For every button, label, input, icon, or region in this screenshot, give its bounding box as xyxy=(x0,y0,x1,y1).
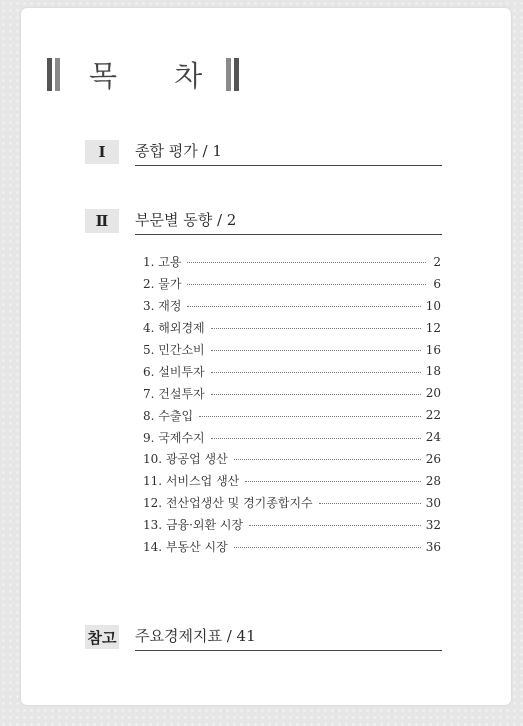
section-marker: Ⅰ xyxy=(85,140,119,164)
toc-page-number: 10 xyxy=(425,298,441,313)
toc-item[interactable] xyxy=(143,470,441,492)
toc-item-label: 6. 설비투자 xyxy=(143,364,205,379)
dot-leader xyxy=(211,328,421,329)
decor-bar xyxy=(47,58,52,91)
page-title xyxy=(47,51,242,97)
dot-leader xyxy=(234,547,421,548)
dot-leader xyxy=(245,481,420,482)
toc-item[interactable] xyxy=(143,273,441,295)
toc-page-number: 18 xyxy=(425,364,441,379)
toc-item[interactable] xyxy=(143,360,441,382)
toc-page-number: 20 xyxy=(425,386,441,401)
decor-bar xyxy=(55,58,60,91)
section-title: 주요경제지표 / 41 xyxy=(135,624,442,651)
toc-item-label: 7. 건설투자 xyxy=(143,386,205,401)
dot-leader xyxy=(199,416,421,417)
toc-item[interactable] xyxy=(143,404,441,426)
dot-leader xyxy=(187,306,420,307)
toc-page-number: 24 xyxy=(425,430,441,445)
section-2-heading[interactable] xyxy=(85,208,442,234)
toc-item-label: 11. 서비스업 생산 xyxy=(143,474,240,489)
toc-page-number: 2 xyxy=(433,254,441,269)
toc-page-number: 28 xyxy=(425,473,441,488)
toc-page-number: 22 xyxy=(425,408,441,423)
title-right-bars xyxy=(226,58,242,91)
toc-item-label: 14. 부동산 시장 xyxy=(143,540,228,555)
toc-page-number: 30 xyxy=(425,495,441,510)
dot-leader xyxy=(211,350,421,351)
section-1-heading[interactable] xyxy=(85,139,442,165)
title-left-bars xyxy=(47,58,63,91)
dot-leader xyxy=(211,438,421,439)
toc-item-label: 12. 전산업생산 및 경기종합지수 xyxy=(143,496,313,511)
section-title: 종합 평가 / 1 xyxy=(135,139,442,166)
section-title: 부문별 동향 / 2 xyxy=(135,208,442,235)
dot-leader xyxy=(187,262,426,263)
toc-item[interactable] xyxy=(143,339,441,361)
dot-leader xyxy=(249,525,421,526)
toc-item[interactable] xyxy=(143,426,441,448)
toc-item[interactable] xyxy=(143,382,441,404)
toc-page-number: 36 xyxy=(425,539,441,554)
toc-item[interactable] xyxy=(143,492,441,514)
dot-leader xyxy=(187,284,426,285)
toc-page-number: 16 xyxy=(425,342,441,357)
section-marker: 참고 xyxy=(85,625,119,649)
toc-item[interactable] xyxy=(143,295,441,317)
toc-item-label: 2. 물가 xyxy=(143,277,182,292)
toc-item-label: 8. 수출입 xyxy=(143,408,194,423)
toc-item-label: 10. 광공업 생산 xyxy=(143,452,228,467)
dot-leader xyxy=(319,503,421,504)
toc-item[interactable] xyxy=(143,448,441,470)
toc-item[interactable] xyxy=(143,536,441,558)
toc-item[interactable] xyxy=(143,514,441,536)
toc-page-number: 26 xyxy=(425,451,441,466)
toc-item-label: 4. 해외경제 xyxy=(143,321,205,336)
decor-bar xyxy=(226,58,231,91)
toc-item-label: 5. 민간소비 xyxy=(143,343,205,357)
appendix-heading[interactable] xyxy=(85,624,442,650)
toc-item[interactable] xyxy=(143,251,441,273)
dot-leader xyxy=(211,372,421,373)
toc-item-label: 9. 국제수지 xyxy=(143,430,205,445)
toc-item-label: 1. 고용 xyxy=(143,255,182,270)
toc-item-label: 3. 재정 xyxy=(143,299,182,314)
dot-leader xyxy=(211,394,421,395)
decor-bar xyxy=(234,58,239,91)
toc-page-number: 32 xyxy=(425,517,441,532)
toc-item[interactable] xyxy=(143,317,441,339)
toc-item-label: 13. 금융·외환 시장 xyxy=(143,518,244,533)
toc-list xyxy=(143,251,441,557)
toc-page-number: 6 xyxy=(433,276,441,291)
toc-page-number: 12 xyxy=(425,320,441,335)
title-text: 목 차 xyxy=(89,58,227,93)
dot-leader xyxy=(234,459,421,460)
section-marker: Ⅱ xyxy=(85,209,119,233)
